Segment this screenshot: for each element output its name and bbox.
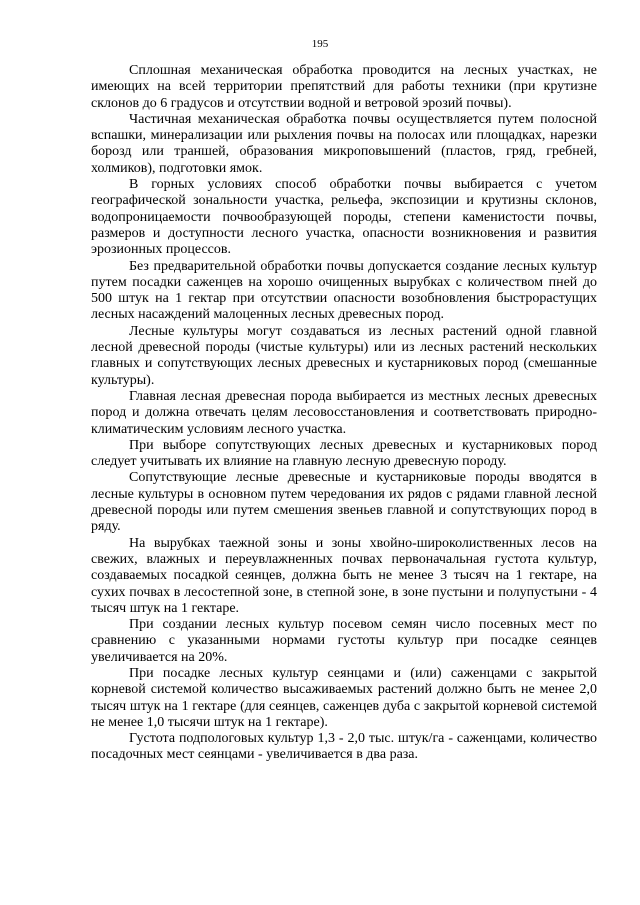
paragraph: При создании лесных культур посевом семян число посевных мест по сравнению с указанными нормами густоты культур при посадке сеянцев увеличивается на 20%. xyxy=(91,617,597,665)
paragraph: При выборе сопутствующих лесных древесных и кустарниковых пород следует учитывать их влияние на главную лесную древесную породу. xyxy=(91,437,597,470)
paragraph: Сплошная механическая обработка проводится на лесных участках, не имеющих на всей территории препятствий для работы техники (при крутизне склонов до 6 градусов и отсутствии водной и ветровой эрозий почвы). xyxy=(91,63,597,111)
paragraph: Частичная механическая обработка почвы осуществляется путем полосной вспашки, минерализации или рыхления почвы на полосах или площадках, нарезки борозд или траншей, образования микроповышений (пластов, гряд, гребней, холмиков), подготовки ямок. xyxy=(91,111,597,176)
paragraph: При посадке лесных культур сеянцами и (или) саженцами с закрытой корневой системой количество высаживаемых растений должно быть не менее 2,0 тысяч штук на 1 гектаре (для сеянцев, саженцев дуба с закрытой корневой системой не менее 1,0 тысячи штук на 1 гектаре). xyxy=(91,665,597,730)
paragraph: Лесные культуры могут создаваться из лесных растений одной главной лесной древесной породы (чистые культуры) или из лесных растений нескольких главных и сопутствующих лесных древесных и кустарниковых пород (смешанные культуры). xyxy=(91,323,597,388)
paragraph: Сопутствующие лесные древесные и кустарниковые породы вводятся в лесные культуры в основном путем чередования их рядов с рядами главной лесной древесной породы или путем смешения звеньев главной и сопутствующих пород в ряду. xyxy=(91,470,597,535)
paragraph: В горных условиях способ обработки почвы выбирается с учетом географической зональности участка, рельефа, экспозиции и крутизны склонов, водопроницаемости почвообразующей породы, степени каменистости почвы, размеров и доступности лесного участка, опасности возникновения и развития эрозионных процессов. xyxy=(91,177,597,258)
paragraph: Густота подпологовых культур 1,3 - 2,0 тыс. штук/га - саженцами, количество посадочных мест сеянцами - увеличивается в два раза. xyxy=(91,731,597,763)
page-number: 195 xyxy=(311,38,329,50)
paragraph: На вырубках таежной зоны и зоны хвойно-широколиственных лесов на свежих, влажных и переувлажненных почвах первоначальная густота культур, создаваемых посадкой сеянцев, должна быть не менее 3 тысяч на 1 гектаре, на сухих почвах в лесостепной зоне, в степной зоне, в зоне пустыни и полупустыни - 4 тысяч штук на 1 гектаре. xyxy=(91,535,597,616)
paragraph: Без предварительной обработки почвы допускается создание лесных культур путем посадки саженцев на хорошо очищенных вырубках с количеством пней до 500 штук на 1 гектар при отсутствии опасности возобновления быстрорастущих лесных насаждений малоценных лесных древесных пород. xyxy=(91,258,597,323)
body-text xyxy=(91,63,597,764)
paragraph: Главная лесная древесная порода выбирается из местных лесных древесных пород и должна отвечать целям лесовосстановления и соответствовать природно-климатическим условиям лесного участка. xyxy=(91,388,597,437)
